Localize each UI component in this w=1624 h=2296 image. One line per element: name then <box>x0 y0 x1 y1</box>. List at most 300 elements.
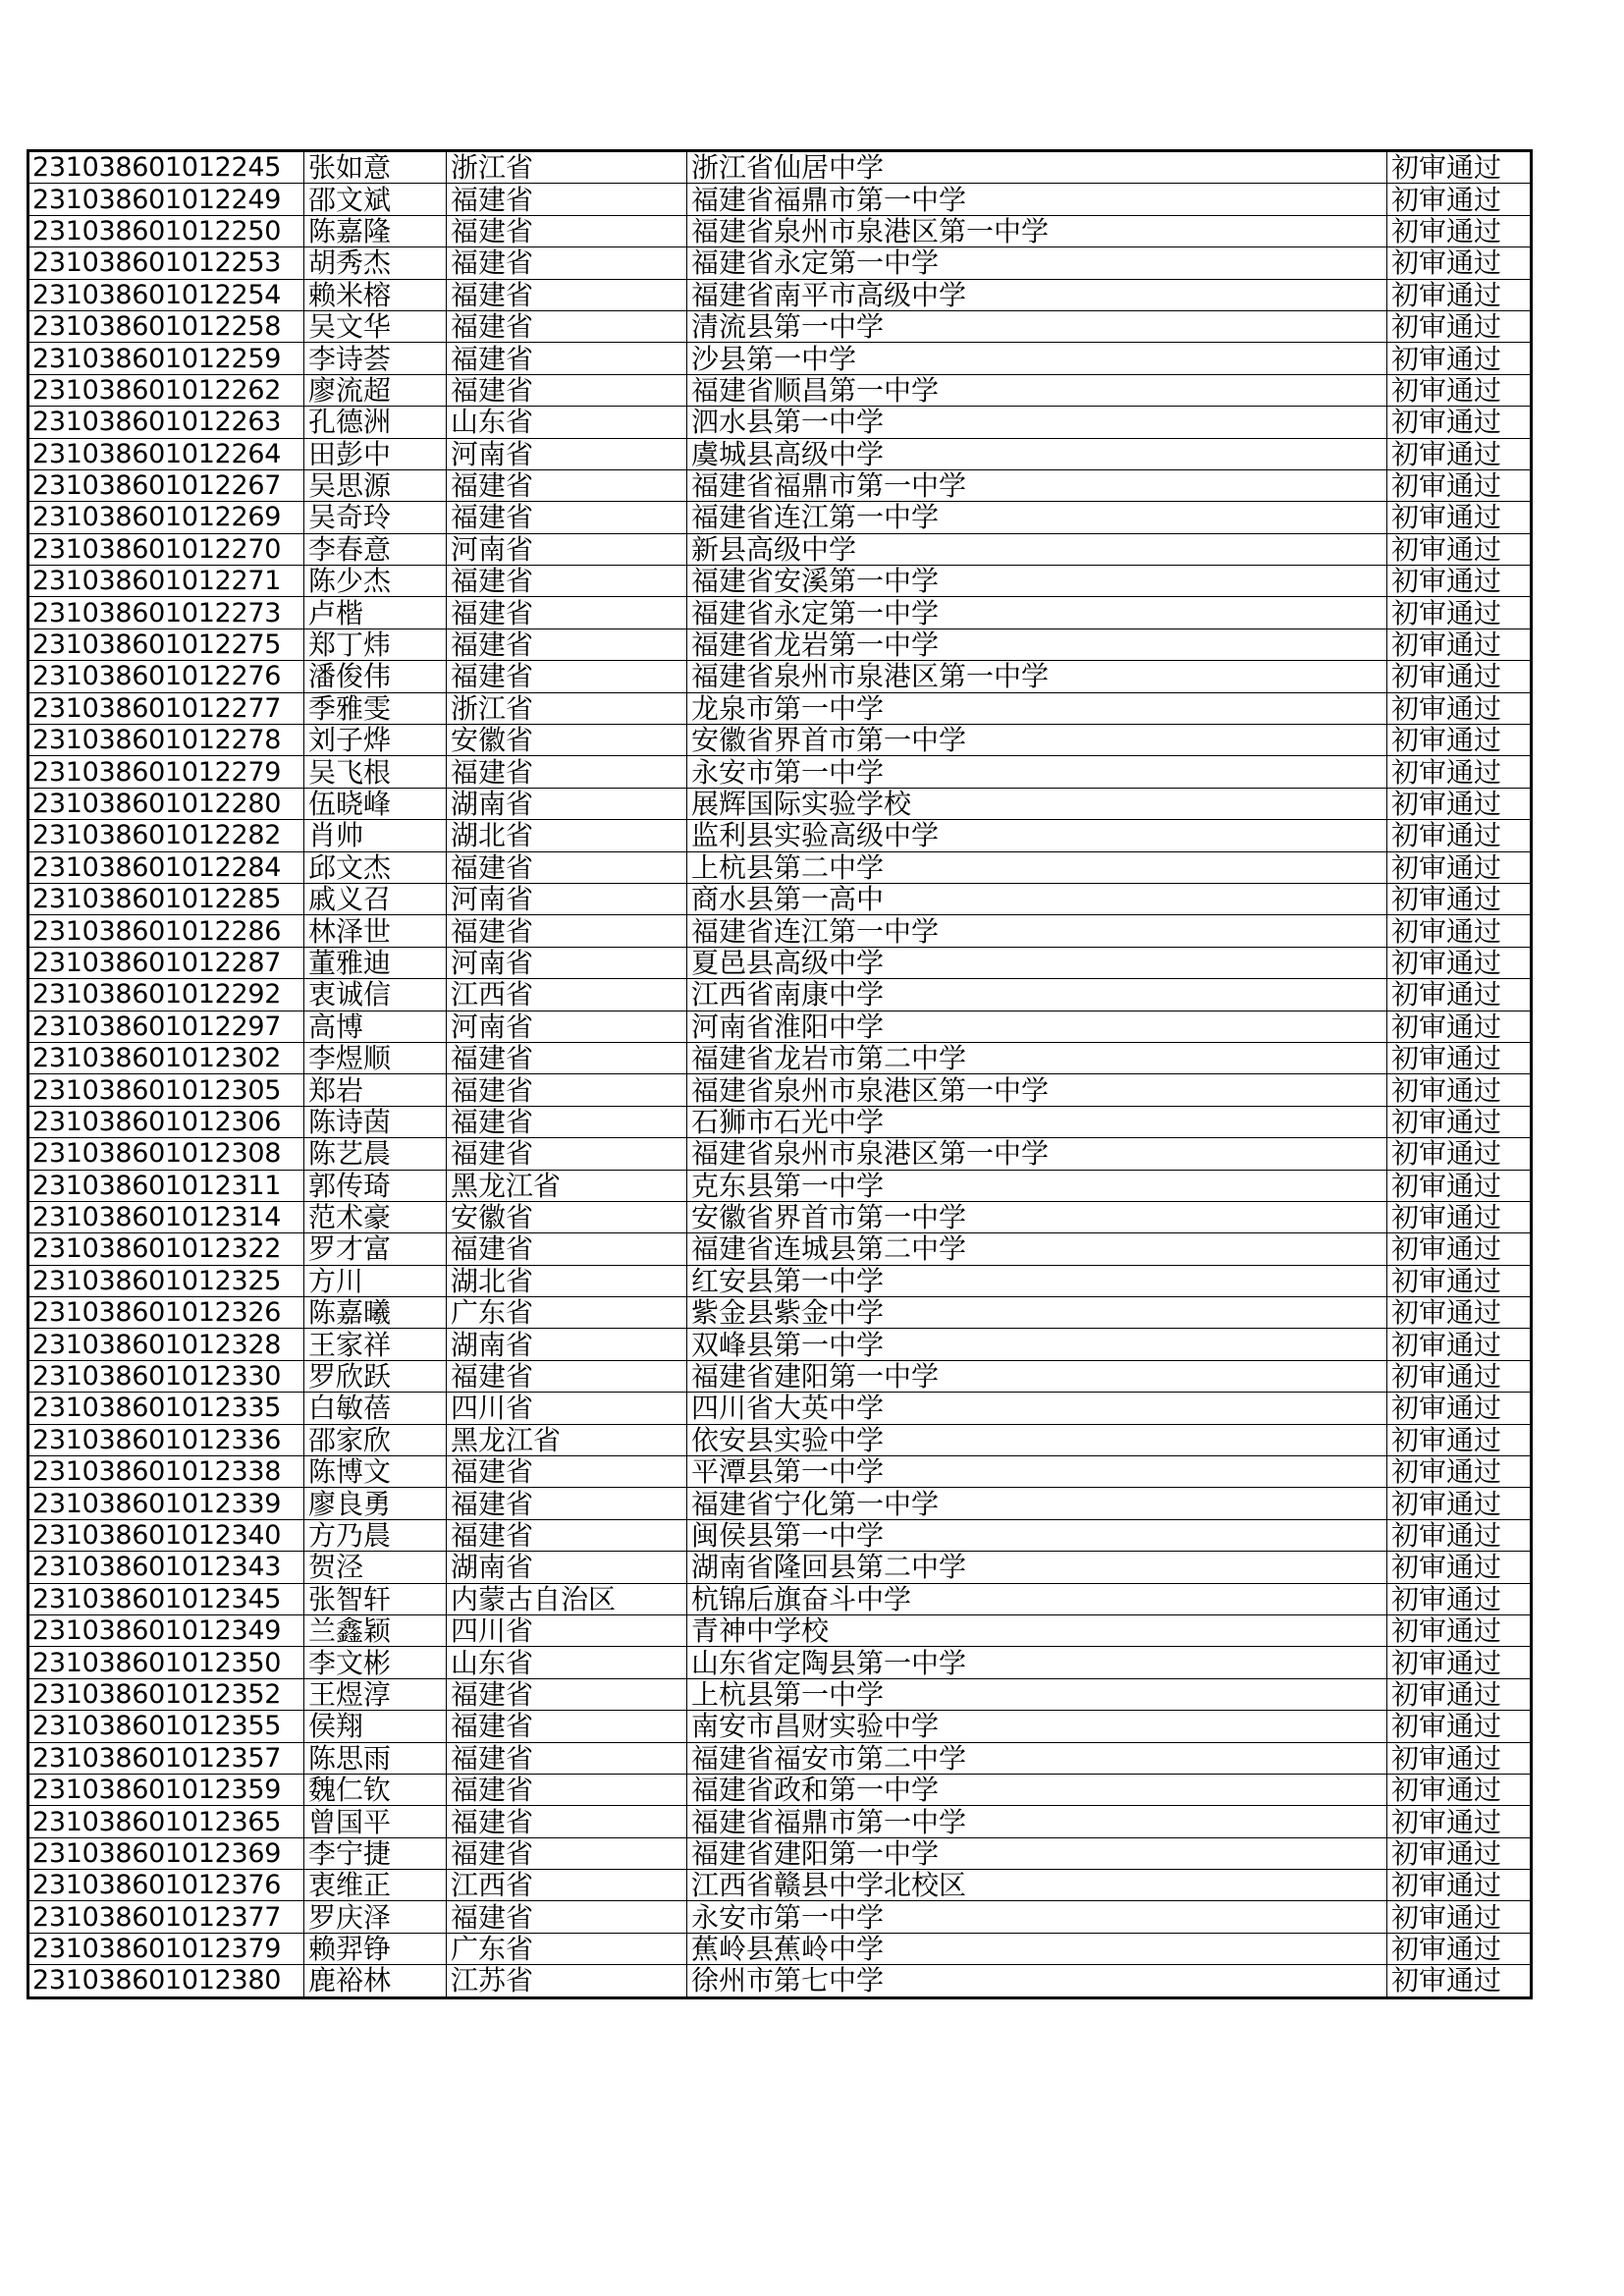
status-cell: 初审通过 <box>1387 947 1532 978</box>
table-row <box>28 1901 1532 1933</box>
table-row <box>28 661 1532 692</box>
table-row <box>28 1552 1532 1583</box>
table-row <box>28 1233 1532 1265</box>
name-cell: 邵文斌 <box>304 184 447 215</box>
applicant-id-cell: 231038601012278 <box>28 725 304 756</box>
province-cell: 福建省 <box>447 661 687 692</box>
applicant-id-cell: 231038601012277 <box>28 692 304 724</box>
name-cell: 贺泾 <box>304 1552 447 1583</box>
table-row <box>28 1806 1532 1837</box>
province-cell: 广东省 <box>447 1933 687 1964</box>
province-cell: 福建省 <box>447 215 687 246</box>
table-row <box>28 756 1532 788</box>
school-cell: 上杭县第二中学 <box>687 851 1387 883</box>
status-cell: 初审通过 <box>1387 1519 1532 1551</box>
province-cell: 福建省 <box>447 1233 687 1265</box>
school-cell: 福建省泉州市泉港区第一中学 <box>687 215 1387 246</box>
table-row <box>28 1170 1532 1201</box>
applicant-id-cell: 231038601012267 <box>28 469 304 501</box>
province-cell: 江西省 <box>447 1870 687 1901</box>
status-cell: 初审通过 <box>1387 1901 1532 1933</box>
name-cell: 林泽世 <box>304 915 447 947</box>
school-cell: 福建省南平市高级中学 <box>687 279 1387 310</box>
status-cell: 初审通过 <box>1387 1647 1532 1678</box>
applicant-id-cell: 231038601012350 <box>28 1647 304 1678</box>
name-cell: 胡秀杰 <box>304 247 447 279</box>
table-row <box>28 502 1532 533</box>
name-cell: 戚义召 <box>304 883 447 914</box>
table-row <box>28 343 1532 374</box>
status-cell: 初审通过 <box>1387 692 1532 724</box>
status-cell: 初审通过 <box>1387 1265 1532 1296</box>
table-row <box>28 184 1532 215</box>
status-cell: 初审通过 <box>1387 725 1532 756</box>
status-cell: 初审通过 <box>1387 597 1532 629</box>
table-row <box>28 1329 1532 1360</box>
school-cell: 福建省顺昌第一中学 <box>687 374 1387 406</box>
applicant-id-cell: 231038601012297 <box>28 1011 304 1042</box>
status-cell: 初审通过 <box>1387 533 1532 565</box>
table-row <box>28 1011 1532 1042</box>
province-cell: 安徽省 <box>447 725 687 756</box>
province-cell: 福建省 <box>447 1774 687 1805</box>
status-cell: 初审通过 <box>1387 566 1532 597</box>
table-row <box>28 1678 1532 1710</box>
status-cell: 初审通过 <box>1387 1552 1532 1583</box>
applicant-id-cell: 231038601012314 <box>28 1201 304 1232</box>
status-cell: 初审通过 <box>1387 1806 1532 1837</box>
table-row <box>28 1042 1532 1073</box>
school-cell: 上杭县第一中学 <box>687 1678 1387 1710</box>
province-cell: 福建省 <box>447 1678 687 1710</box>
applicant-id-cell: 231038601012330 <box>28 1360 304 1392</box>
school-cell: 蕉岭县蕉岭中学 <box>687 1933 1387 1964</box>
table-row <box>28 1870 1532 1901</box>
name-cell: 方川 <box>304 1265 447 1296</box>
province-cell: 福建省 <box>447 1042 687 1073</box>
school-cell: 虞城县高级中学 <box>687 438 1387 469</box>
applicant-id-cell: 231038601012349 <box>28 1614 304 1646</box>
applicant-id-cell: 231038601012377 <box>28 1901 304 1933</box>
applicant-id-cell: 231038601012253 <box>28 247 304 279</box>
school-cell: 山东省定陶县第一中学 <box>687 1647 1387 1678</box>
applicant-id-cell: 231038601012259 <box>28 343 304 374</box>
province-cell: 福建省 <box>447 629 687 660</box>
status-cell: 初审通过 <box>1387 215 1532 246</box>
province-cell: 福建省 <box>447 1711 687 1742</box>
table-row <box>28 1711 1532 1742</box>
name-cell: 魏仁钦 <box>304 1774 447 1805</box>
name-cell: 吴飞根 <box>304 756 447 788</box>
table-row <box>28 1424 1532 1455</box>
table-row <box>28 1933 1532 1964</box>
applicant-id-cell: 231038601012311 <box>28 1170 304 1201</box>
status-cell: 初审通过 <box>1387 184 1532 215</box>
applicant-id-cell: 231038601012263 <box>28 407 304 438</box>
applicant-id-cell: 231038601012379 <box>28 1933 304 1964</box>
applicant-id-cell: 231038601012273 <box>28 597 304 629</box>
name-cell: 赖米榕 <box>304 279 447 310</box>
table-row <box>28 566 1532 597</box>
school-cell: 福建省龙岩市第二中学 <box>687 1042 1387 1073</box>
applicant-id-cell: 231038601012250 <box>28 215 304 246</box>
table-row <box>28 1265 1532 1296</box>
applicant-id-cell: 231038601012343 <box>28 1552 304 1583</box>
school-cell: 永安市第一中学 <box>687 1901 1387 1933</box>
school-cell: 福建省泉州市泉港区第一中学 <box>687 1074 1387 1106</box>
table-row <box>28 692 1532 724</box>
applicant-id-cell: 231038601012284 <box>28 851 304 883</box>
applicant-id-cell: 231038601012359 <box>28 1774 304 1805</box>
applicant-id-cell: 231038601012264 <box>28 438 304 469</box>
name-cell: 吴文华 <box>304 310 447 342</box>
name-cell: 田彭中 <box>304 438 447 469</box>
status-cell: 初审通过 <box>1387 1297 1532 1329</box>
name-cell: 王家祥 <box>304 1329 447 1360</box>
name-cell: 郑丁炜 <box>304 629 447 660</box>
status-cell: 初审通过 <box>1387 151 1532 184</box>
school-cell: 徐州市第七中学 <box>687 1965 1387 1997</box>
name-cell: 范术豪 <box>304 1201 447 1232</box>
status-cell: 初审通过 <box>1387 820 1532 851</box>
name-cell: 陈艺晨 <box>304 1138 447 1170</box>
school-cell: 清流县第一中学 <box>687 310 1387 342</box>
name-cell: 孔德洲 <box>304 407 447 438</box>
applicant-id-cell: 231038601012335 <box>28 1393 304 1424</box>
table-row <box>28 247 1532 279</box>
name-cell: 郭传琦 <box>304 1170 447 1201</box>
school-cell: 四川省大英中学 <box>687 1393 1387 1424</box>
status-cell: 初审通过 <box>1387 1583 1532 1614</box>
school-cell: 福建省连江第一中学 <box>687 502 1387 533</box>
applicant-id-cell: 231038601012254 <box>28 279 304 310</box>
province-cell: 福建省 <box>447 1806 687 1837</box>
status-cell: 初审通过 <box>1387 915 1532 947</box>
province-cell: 福建省 <box>447 1901 687 1933</box>
name-cell: 李春意 <box>304 533 447 565</box>
table-row <box>28 629 1532 660</box>
results-table <box>27 149 1533 1999</box>
province-cell: 山东省 <box>447 407 687 438</box>
school-cell: 安徽省界首市第一中学 <box>687 725 1387 756</box>
province-cell: 福建省 <box>447 469 687 501</box>
applicant-id-cell: 231038601012357 <box>28 1742 304 1774</box>
school-cell: 双峰县第一中学 <box>687 1329 1387 1360</box>
name-cell: 季雅雯 <box>304 692 447 724</box>
status-cell: 初审通过 <box>1387 1011 1532 1042</box>
school-cell: 泗水县第一中学 <box>687 407 1387 438</box>
status-cell: 初审通过 <box>1387 1837 1532 1869</box>
applicant-id-cell: 231038601012282 <box>28 820 304 851</box>
school-cell: 福建省泉州市泉港区第一中学 <box>687 1138 1387 1170</box>
province-cell: 福建省 <box>447 1519 687 1551</box>
name-cell: 陈嘉隆 <box>304 215 447 246</box>
name-cell: 兰鑫颖 <box>304 1614 447 1646</box>
school-cell: 福建省连城县第二中学 <box>687 1233 1387 1265</box>
name-cell: 张智轩 <box>304 1583 447 1614</box>
school-cell: 安徽省界首市第一中学 <box>687 1201 1387 1232</box>
name-cell: 卢楷 <box>304 597 447 629</box>
province-cell: 浙江省 <box>447 151 687 184</box>
province-cell: 福建省 <box>447 184 687 215</box>
province-cell: 福建省 <box>447 1456 687 1488</box>
province-cell: 湖南省 <box>447 788 687 819</box>
name-cell: 衷诚信 <box>304 979 447 1011</box>
school-cell: 福建省建阳第一中学 <box>687 1360 1387 1392</box>
province-cell: 福建省 <box>447 1074 687 1106</box>
name-cell: 陈思雨 <box>304 1742 447 1774</box>
table-row <box>28 1393 1532 1424</box>
name-cell: 罗庆泽 <box>304 1901 447 1933</box>
province-cell: 湖北省 <box>447 820 687 851</box>
name-cell: 陈少杰 <box>304 566 447 597</box>
name-cell: 白敏蓓 <box>304 1393 447 1424</box>
status-cell: 初审通过 <box>1387 851 1532 883</box>
province-cell: 福建省 <box>447 1360 687 1392</box>
province-cell: 福建省 <box>447 756 687 788</box>
province-cell: 河南省 <box>447 533 687 565</box>
province-cell: 河南省 <box>447 947 687 978</box>
name-cell: 郑岩 <box>304 1074 447 1106</box>
name-cell: 鹿裕林 <box>304 1965 447 1997</box>
school-cell: 青神中学校 <box>687 1614 1387 1646</box>
status-cell: 初审通过 <box>1387 279 1532 310</box>
province-cell: 江西省 <box>447 979 687 1011</box>
results-table-body <box>28 151 1532 1998</box>
table-row <box>28 215 1532 246</box>
table-row <box>28 1519 1532 1551</box>
table-row <box>28 1837 1532 1869</box>
status-cell: 初审通过 <box>1387 1870 1532 1901</box>
status-cell: 初审通过 <box>1387 438 1532 469</box>
province-cell: 湖北省 <box>447 1265 687 1296</box>
school-cell: 福建省安溪第一中学 <box>687 566 1387 597</box>
table-row <box>28 820 1532 851</box>
province-cell: 福建省 <box>447 1837 687 1869</box>
applicant-id-cell: 231038601012336 <box>28 1424 304 1455</box>
applicant-id-cell: 231038601012338 <box>28 1456 304 1488</box>
applicant-id-cell: 231038601012258 <box>28 310 304 342</box>
province-cell: 河南省 <box>447 1011 687 1042</box>
province-cell: 福建省 <box>447 1742 687 1774</box>
table-row <box>28 1360 1532 1392</box>
school-cell: 监利县实验高级中学 <box>687 820 1387 851</box>
table-row <box>28 438 1532 469</box>
status-cell: 初审通过 <box>1387 502 1532 533</box>
applicant-id-cell: 231038601012328 <box>28 1329 304 1360</box>
status-cell: 初审通过 <box>1387 247 1532 279</box>
status-cell: 初审通过 <box>1387 661 1532 692</box>
province-cell: 福建省 <box>447 279 687 310</box>
status-cell: 初审通过 <box>1387 469 1532 501</box>
applicant-id-cell: 231038601012355 <box>28 1711 304 1742</box>
school-cell: 杭锦后旗奋斗中学 <box>687 1583 1387 1614</box>
status-cell: 初审通过 <box>1387 1488 1532 1519</box>
name-cell: 赖羿铮 <box>304 1933 447 1964</box>
table-row <box>28 310 1532 342</box>
school-cell: 福建省泉州市泉港区第一中学 <box>687 661 1387 692</box>
school-cell: 南安市昌财实验中学 <box>687 1711 1387 1742</box>
applicant-id-cell: 231038601012339 <box>28 1488 304 1519</box>
table-row <box>28 1201 1532 1232</box>
province-cell: 河南省 <box>447 438 687 469</box>
name-cell: 李诗荟 <box>304 343 447 374</box>
school-cell: 福建省建阳第一中学 <box>687 1837 1387 1869</box>
name-cell: 李宁捷 <box>304 1837 447 1869</box>
name-cell: 李文彬 <box>304 1647 447 1678</box>
status-cell: 初审通过 <box>1387 1170 1532 1201</box>
name-cell: 董雅迪 <box>304 947 447 978</box>
status-cell: 初审通过 <box>1387 1456 1532 1488</box>
province-cell: 四川省 <box>447 1393 687 1424</box>
school-cell: 闽侯县第一中学 <box>687 1519 1387 1551</box>
school-cell: 永安市第一中学 <box>687 756 1387 788</box>
applicant-id-cell: 231038601012376 <box>28 1870 304 1901</box>
table-row <box>28 533 1532 565</box>
status-cell: 初审通过 <box>1387 1678 1532 1710</box>
school-cell: 福建省福鼎市第一中学 <box>687 184 1387 215</box>
province-cell: 福建省 <box>447 374 687 406</box>
applicant-id-cell: 231038601012245 <box>28 151 304 184</box>
table-row <box>28 1742 1532 1774</box>
table-row <box>28 1074 1532 1106</box>
applicant-id-cell: 231038601012345 <box>28 1583 304 1614</box>
status-cell: 初审通过 <box>1387 1933 1532 1964</box>
school-cell: 紫金县紫金中学 <box>687 1297 1387 1329</box>
school-cell: 福建省福鼎市第一中学 <box>687 1806 1387 1837</box>
name-cell: 方乃晨 <box>304 1519 447 1551</box>
name-cell: 伍晓峰 <box>304 788 447 819</box>
table-row <box>28 1583 1532 1614</box>
province-cell: 福建省 <box>447 1106 687 1137</box>
school-cell: 展辉国际实验学校 <box>687 788 1387 819</box>
province-cell: 四川省 <box>447 1614 687 1646</box>
name-cell: 衷维正 <box>304 1870 447 1901</box>
province-cell: 福建省 <box>447 247 687 279</box>
school-cell: 福建省永定第一中学 <box>687 247 1387 279</box>
table-row <box>28 788 1532 819</box>
name-cell: 陈嘉曦 <box>304 1297 447 1329</box>
school-cell: 江西省赣县中学北校区 <box>687 1870 1387 1901</box>
applicant-id-cell: 231038601012369 <box>28 1837 304 1869</box>
applicant-id-cell: 231038601012365 <box>28 1806 304 1837</box>
school-cell: 河南省淮阳中学 <box>687 1011 1387 1042</box>
school-cell: 红安县第一中学 <box>687 1265 1387 1296</box>
status-cell: 初审通过 <box>1387 407 1532 438</box>
school-cell: 石狮市石光中学 <box>687 1106 1387 1137</box>
status-cell: 初审通过 <box>1387 1965 1532 1997</box>
table-row <box>28 1106 1532 1137</box>
school-cell: 商水县第一高中 <box>687 883 1387 914</box>
status-cell: 初审通过 <box>1387 979 1532 1011</box>
applicant-id-cell: 231038601012308 <box>28 1138 304 1170</box>
school-cell: 平潭县第一中学 <box>687 1456 1387 1488</box>
status-cell: 初审通过 <box>1387 374 1532 406</box>
name-cell: 王煜淳 <box>304 1678 447 1710</box>
table-row <box>28 947 1532 978</box>
status-cell: 初审通过 <box>1387 1329 1532 1360</box>
name-cell: 李煜顺 <box>304 1042 447 1073</box>
table-row <box>28 1297 1532 1329</box>
table-row <box>28 407 1532 438</box>
name-cell: 刘子烨 <box>304 725 447 756</box>
name-cell: 邱文杰 <box>304 851 447 883</box>
table-row <box>28 1488 1532 1519</box>
applicant-id-cell: 231038601012269 <box>28 502 304 533</box>
table-row <box>28 915 1532 947</box>
status-cell: 初审通过 <box>1387 1042 1532 1073</box>
name-cell: 潘俊伟 <box>304 661 447 692</box>
name-cell: 罗才富 <box>304 1233 447 1265</box>
school-cell: 福建省福鼎市第一中学 <box>687 469 1387 501</box>
applicant-id-cell: 231038601012249 <box>28 184 304 215</box>
table-row <box>28 597 1532 629</box>
province-cell: 福建省 <box>447 310 687 342</box>
school-cell: 沙县第一中学 <box>687 343 1387 374</box>
school-cell: 福建省永定第一中学 <box>687 597 1387 629</box>
province-cell: 江苏省 <box>447 1965 687 1997</box>
applicant-id-cell: 231038601012287 <box>28 947 304 978</box>
province-cell: 福建省 <box>447 566 687 597</box>
status-cell: 初审通过 <box>1387 1614 1532 1646</box>
status-cell: 初审通过 <box>1387 1074 1532 1106</box>
table-row <box>28 979 1532 1011</box>
status-cell: 初审通过 <box>1387 629 1532 660</box>
applicant-id-cell: 231038601012280 <box>28 788 304 819</box>
name-cell: 罗欣跃 <box>304 1360 447 1392</box>
province-cell: 福建省 <box>447 502 687 533</box>
status-cell: 初审通过 <box>1387 1742 1532 1774</box>
name-cell: 高博 <box>304 1011 447 1042</box>
province-cell: 山东省 <box>447 1647 687 1678</box>
province-cell: 福建省 <box>447 915 687 947</box>
province-cell: 黑龙江省 <box>447 1424 687 1455</box>
province-cell: 福建省 <box>447 1138 687 1170</box>
status-cell: 初审通过 <box>1387 1138 1532 1170</box>
school-cell: 依安县实验中学 <box>687 1424 1387 1455</box>
province-cell: 广东省 <box>447 1297 687 1329</box>
table-row <box>28 725 1532 756</box>
school-cell: 福建省政和第一中学 <box>687 1774 1387 1805</box>
status-cell: 初审通过 <box>1387 1393 1532 1424</box>
province-cell: 内蒙古自治区 <box>447 1583 687 1614</box>
status-cell: 初审通过 <box>1387 756 1532 788</box>
name-cell: 肖帅 <box>304 820 447 851</box>
school-cell: 福建省宁化第一中学 <box>687 1488 1387 1519</box>
name-cell: 曾国平 <box>304 1806 447 1837</box>
table-row <box>28 851 1532 883</box>
table-row <box>28 1647 1532 1678</box>
name-cell: 廖良勇 <box>304 1488 447 1519</box>
status-cell: 初审通过 <box>1387 1711 1532 1742</box>
applicant-id-cell: 231038601012279 <box>28 756 304 788</box>
applicant-id-cell: 231038601012380 <box>28 1965 304 1997</box>
school-cell: 湖南省隆回县第二中学 <box>687 1552 1387 1583</box>
school-cell: 福建省龙岩第一中学 <box>687 629 1387 660</box>
status-cell: 初审通过 <box>1387 788 1532 819</box>
status-cell: 初审通过 <box>1387 1360 1532 1392</box>
applicant-id-cell: 231038601012352 <box>28 1678 304 1710</box>
table-row <box>28 1774 1532 1805</box>
school-cell: 克东县第一中学 <box>687 1170 1387 1201</box>
applicant-id-cell: 231038601012285 <box>28 883 304 914</box>
status-cell: 初审通过 <box>1387 883 1532 914</box>
school-cell: 新县高级中学 <box>687 533 1387 565</box>
applicant-id-cell: 231038601012302 <box>28 1042 304 1073</box>
province-cell: 福建省 <box>447 851 687 883</box>
table-row <box>28 469 1532 501</box>
table-row <box>28 1965 1532 1997</box>
